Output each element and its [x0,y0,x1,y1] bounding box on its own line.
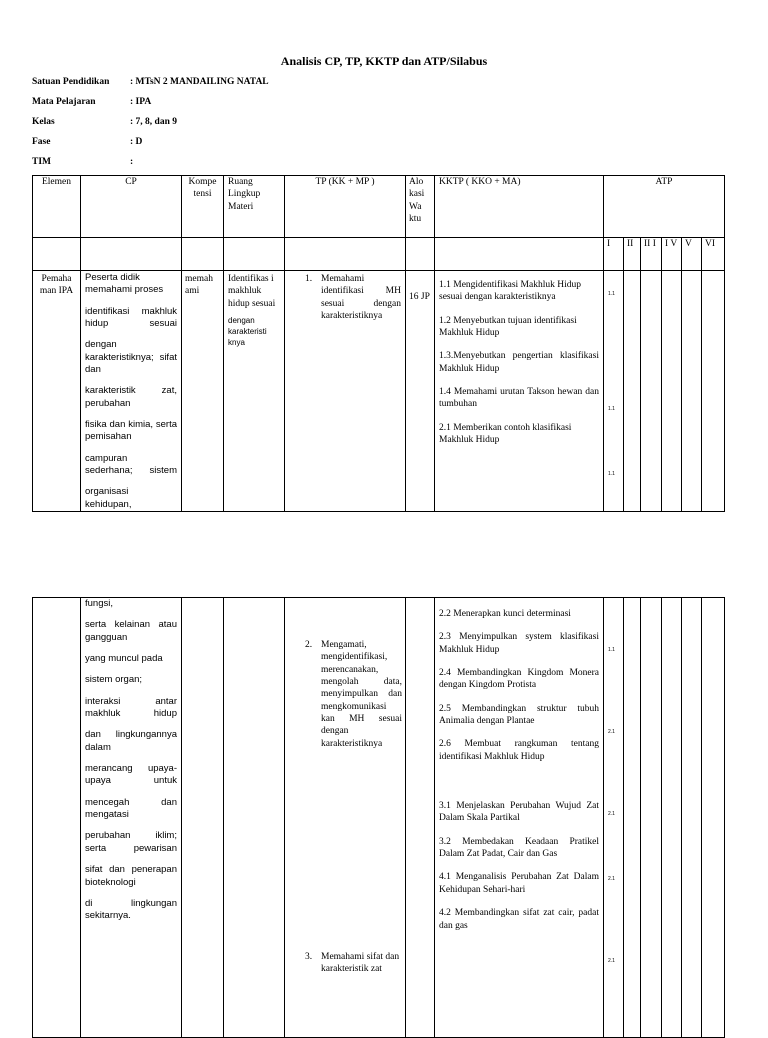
header-elemen: Elemen [33,176,81,238]
atp-mark: 1.1 [608,291,615,297]
kktp-item: 4.2 Membandingkan sifat zat cair, padat dan gas [439,908,599,931]
cell-kktp [435,271,604,512]
header-cp: CP [81,176,182,238]
header-tp: TP (KK + MP ) [285,176,406,238]
cell-atp-1 [604,598,624,1038]
meta-label-satuan: Satuan Pendidikan [32,77,110,87]
atp-col-3: II I [641,238,662,271]
kktp-item: 3.2 Membedakan Keadaan Pratikel Dalam Zat Padat, Cair dan Gas [439,836,599,860]
kktp-item: 1.1 Mengidentifikasi Makhluk Hidup sesuai dengan karakteristiknya [439,280,581,303]
cell-atp-1 [604,271,624,512]
atp-col-1: I [604,238,624,271]
meta-value-satuan: : MTsN 2 MANDAILING NATAL [130,77,269,87]
meta-value-mapel: : IPA [130,97,152,107]
atp-col-2: II [624,238,641,271]
kktp-item: 1.2 Menyebutkan tujuan identifikasi Makhluk Hidup [439,315,577,339]
meta-label-tim: TIM [32,157,51,167]
atp-col-5: V [682,238,702,271]
meta-value-kelas: : 7, 8, dan 9 [130,117,177,127]
table-row [33,271,725,512]
table-row [33,598,725,1038]
cell-ruang-lingkup: Identifikas i makhluk hidup sesuai dengan karakteristi knya [224,271,285,512]
header-atp: ATP [604,176,725,238]
atp-mark: 2.1 [608,811,615,817]
cell-kompetensi: memah ami [182,271,224,512]
atp-mark: 2.1 [608,958,615,964]
cell-tp: 2. Mengamati, mengidentifikasi, merencanakan, mengolah data, menyimpulkan dan mengkomunikasi kan MH sesuai dengan karakteristiknya 3. Memahami sifat dan karakteristik zat [285,598,406,1038]
atp-mark: 1.1 [608,471,615,477]
kktp-item: 2.6 Membuat rangkuman tentang identifikasi Makhluk Hidup [439,739,599,762]
analysis-table-1 [32,175,725,512]
atp-mark: 2.1 [608,729,615,735]
page-title: Analisis CP, TP, KKTP dan ATP/Silabus [280,54,488,68]
kktp-item: 2.2 Menerapkan kunci determinasi [439,609,571,619]
header-ruang-lingkup: Ruang Lingkup Materi [224,176,285,238]
cell-kktp [435,598,604,1038]
kktp-item: 2.1 Memberikan contoh klasifikasi Makhluk Hidup [439,422,572,446]
cell-elemen: Pemaha man IPA [33,271,81,512]
kktp-item: 4.1 Menganalisis Perubahan Zat Dalam Kehidupan Sehari-hari [439,872,599,895]
kktp-item: 1.3.Menyebutkan pengertian klasifikasi Makhluk Hidup [439,351,599,374]
atp-col-4: I V [662,238,682,271]
atp-mark: 1.1 [608,406,615,412]
kktp-item: 2.3 Menyimpulkan system klasifikasi Makhluk Hidup [439,632,599,655]
header-kktp: KKTP ( KKO + MA) [435,176,604,238]
kktp-item: 2.4 Membandingkan Kingdom Monera dengan Kingdom Protista [439,668,599,691]
table-subheader-row [33,238,725,271]
header-kompetensi: Kompe tensi [182,176,224,238]
meta-label-mapel: Mata Pelajaran [32,97,96,107]
meta-label-fase: Fase [32,137,51,147]
atp-mark: 1.1 [608,647,615,653]
cell-tp: 1. Memahami identifikasi MH sesuai dengan karakteristiknya [285,271,406,512]
analysis-table-2 [32,597,725,1038]
meta-value-tim: : [130,157,134,167]
kktp-item: 1.4 Memahami urutan Takson hewan dan tumbuhan [439,387,599,410]
cell-alokasi: 16 JP [406,271,435,512]
meta-value-fase: : D [130,137,143,147]
atp-mark: 2.1 [608,876,615,882]
header-alokasi: Alo kasi Wa ktu [406,176,435,238]
atp-col-6: VI [702,238,725,271]
kktp-item: 3.1 Menjelaskan Perubahan Wujud Zat Dalam Skala Partikal [439,801,599,824]
kktp-item: 2.5 Membandingkan struktur tubuh Animalia dengan Plantae [439,703,599,727]
cell-cp: fungsi, serta kelainan atau gangguan yang muncul pada sistem organ; interaksi antar makhluk hidup dan lingkungannya dalam merancang upaya-upaya untuk mencegah dan mengatasi perubahan iklim; serta pewarisan sifat dan penerapan bioteknologi di lingkungan sekitarnya. [81,598,182,1038]
table-header-row [33,176,725,238]
meta-label-kelas: Kelas [32,117,55,127]
cell-cp: Peserta didik memahami proses identifikasi makhluk hidup sesuai dengan karakteristiknya; sifat dan karakteristik zat, perubahan fisika dan kimia, serta pemisahan campuran sederhana; sistem organisasi kehidupan, [81,271,182,512]
